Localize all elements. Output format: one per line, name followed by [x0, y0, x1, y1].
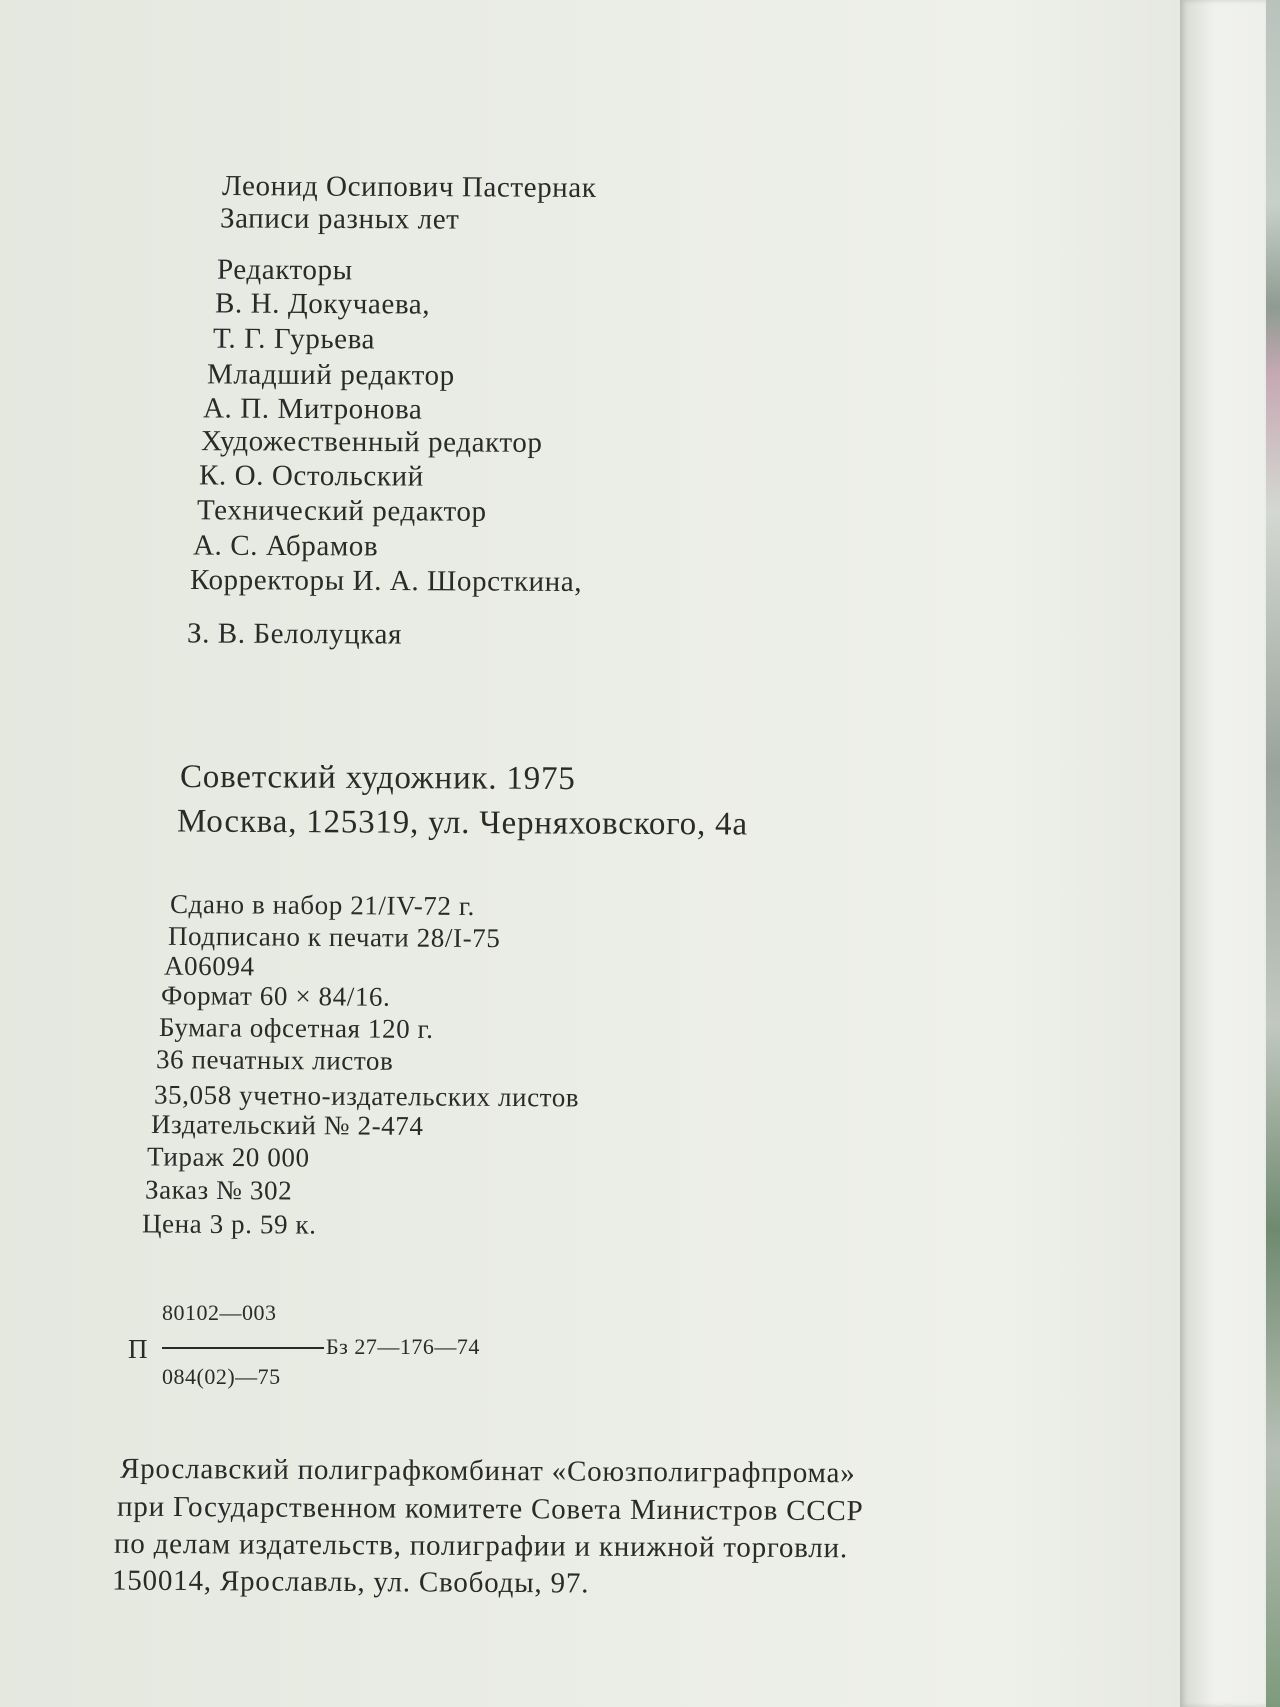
editors-label: Редакторы — [216, 253, 353, 287]
printer-line: при Государственном комитете Совета Министров СССР — [116, 1490, 864, 1528]
print-detail: Заказ № 302 — [144, 1174, 293, 1206]
adjacent-page-edge — [1180, 0, 1266, 1707]
print-detail: Сдано в набор 21/IV-72 г. — [169, 888, 475, 922]
correctors-line: Корректоры И. А. Шорсткина, — [189, 563, 583, 599]
editor-name: В. Н. Докучаева, — [214, 287, 431, 321]
art-editor-name: К. О. Остольский — [198, 459, 424, 493]
printer-line: по делам издательств, полиграфии и книжной торговли. — [113, 1527, 849, 1565]
index-code-numerator: 80102—003 — [162, 1300, 277, 1325]
index-code-letter: П — [128, 1334, 148, 1364]
tech-editor-name: А. С. Абрамов — [192, 529, 379, 563]
fraction-bar — [162, 1347, 324, 1349]
print-detail: Формат 60 × 84/16. — [160, 980, 391, 1012]
print-detail: Подписано к печати 28/I-75 — [167, 920, 501, 954]
printer-line: Ярославский полиграфкомбинат «Союзполиграфпрома» — [119, 1452, 856, 1490]
background-edge — [1266, 0, 1280, 1707]
junior-editor-name: А. П. Митронова — [202, 392, 423, 426]
editor-name: Т. Г. Гурьева — [212, 322, 376, 356]
print-detail: Цена 3 р. 59 к. — [141, 1208, 317, 1240]
tech-editor-label: Технический редактор — [196, 494, 487, 528]
print-detail: 36 печатных листов — [155, 1044, 394, 1076]
index-code — [128, 1300, 588, 1400]
publisher-name: Советский художник. 1975 — [179, 758, 576, 798]
art-editor-label: Художественный редактор — [200, 425, 543, 459]
junior-editor-label: Младший редактор — [206, 358, 455, 392]
print-detail: Тираж 20 000 — [146, 1141, 310, 1173]
printer-address: 150014, Ярославль, ул. Свободы, 97. — [111, 1564, 590, 1600]
print-detail: Издательский № 2-474 — [150, 1109, 424, 1141]
book-title: Записи разных лет — [219, 202, 460, 236]
publisher-address: Москва, 125319, ул. Черняховского, 4а — [176, 803, 748, 843]
print-detail: 35,058 учетно-издательских листов — [153, 1079, 580, 1113]
print-detail: А06094 — [163, 950, 255, 982]
author-name: Леонид Осипович Пастернак — [221, 170, 597, 204]
index-code-suffix: Бз 27—176—74 — [326, 1334, 480, 1359]
print-detail: Бумага офсетная 120 г. — [158, 1012, 434, 1044]
index-code-denominator: 084(02)—75 — [162, 1364, 281, 1389]
corrector-name: З. В. Белолуцкая — [186, 617, 403, 651]
